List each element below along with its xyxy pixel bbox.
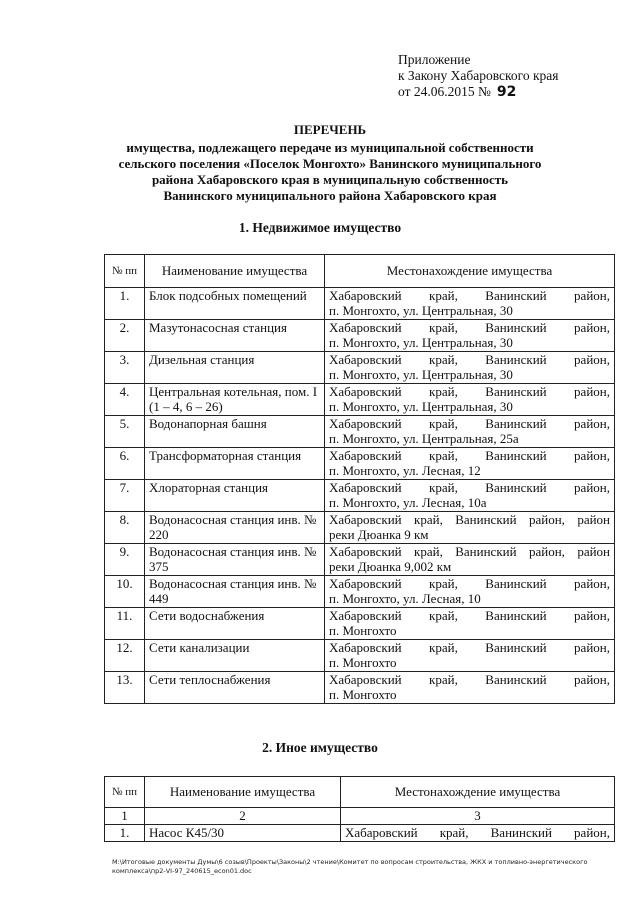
index-3: 3 <box>341 808 615 825</box>
location-line-1: Хабаровский край, Ванинский район, район <box>329 544 610 559</box>
header-name: Наименование имущества <box>145 255 325 288</box>
index-1: 1 <box>105 808 145 825</box>
title-heading: ПЕРЕЧЕНЬ <box>293 122 367 137</box>
row-name: Водонапорная башня <box>145 416 325 448</box>
table-row <box>105 825 615 842</box>
table-row <box>105 576 615 608</box>
title-line-1: имущества, подлежащего передаче из муниципальной собственности <box>126 140 534 155</box>
appendix-line-1: Приложение <box>398 52 471 67</box>
header-location: Местонахождение имущества <box>341 777 615 808</box>
row-name: Дизельная станция <box>145 352 325 384</box>
table-row <box>105 512 615 544</box>
row-name: Блок подсобных помещений <box>145 288 325 320</box>
location-line-1: Хабаровский край, Ванинский район, <box>329 384 610 399</box>
location-line-1: Хабаровский край, Ванинский район, <box>329 672 610 687</box>
location-line-2: реки Дюанка 9 км <box>329 527 429 542</box>
row-name: Водонасосная станция инв. № 449 <box>145 576 325 608</box>
row-name: Мазутонасосная станция <box>145 320 325 352</box>
header-number: № пп <box>105 255 145 288</box>
table-header-row <box>105 777 615 808</box>
real-estate-table <box>104 254 615 704</box>
table-row <box>105 352 615 384</box>
row-number: 11. <box>105 608 145 640</box>
row-name: Сети канализации <box>145 640 325 672</box>
row-location <box>325 512 615 544</box>
location-line-1: Хабаровский край, Ванинский район, <box>329 448 610 463</box>
location-line-2: п. Монгохто, ул. Центральная, 25а <box>329 431 519 446</box>
table-row <box>105 480 615 512</box>
header-location: Местонахождение имущества <box>325 255 615 288</box>
location-line-1: Хабаровский край, Ванинский район, <box>329 288 610 303</box>
location-line-2: п. Монгохто, ул. Центральная, 30 <box>329 399 513 414</box>
appendix-block <box>398 52 559 100</box>
row-number: 1. <box>105 825 145 842</box>
row-location <box>325 384 615 416</box>
row-name: Хлораторная станция <box>145 480 325 512</box>
row-number: 4. <box>105 384 145 416</box>
row-number: 12. <box>105 640 145 672</box>
other-property-table <box>104 776 615 842</box>
location-line-2: п. Монгохто <box>329 687 397 702</box>
row-location <box>325 480 615 512</box>
row-number: 8. <box>105 512 145 544</box>
table-row <box>105 672 615 704</box>
row-number: 2. <box>105 320 145 352</box>
table-header-row <box>105 255 615 288</box>
row-number: 1. <box>105 288 145 320</box>
table-row <box>105 384 615 416</box>
location-line-2: п. Монгохто, ул. Лесная, 10а <box>329 495 487 510</box>
row-number: 9. <box>105 544 145 576</box>
table-index-row <box>105 808 615 825</box>
table-row <box>105 640 615 672</box>
location-line-2: реки Дюанка 9,002 км <box>329 559 452 574</box>
file-path-footer: M:\Итоговые документы Думы\6 созыв\Проекты\Законы\2 чтение\Комитет по вопросам строительства, ЖКХ и топливно-энергетического комплекса\пр2-VI-97_240615_econ01.doc <box>112 858 588 875</box>
row-location <box>325 352 615 384</box>
location-line-1: Хабаровский край, Ванинский район, <box>329 640 610 655</box>
row-location <box>325 320 615 352</box>
document-title <box>60 122 600 204</box>
title-line-3: района Хабаровского края в муниципальную собственность <box>151 172 509 187</box>
row-location <box>325 288 615 320</box>
appendix-line-3 <box>398 84 559 100</box>
row-name: Насос К45/30 <box>145 825 341 842</box>
row-location <box>325 544 615 576</box>
row-number: 7. <box>105 480 145 512</box>
location-line-1: Хабаровский край, Ванинский район, район <box>329 512 610 527</box>
row-location <box>325 640 615 672</box>
row-name: Трансформаторная станция <box>145 448 325 480</box>
row-location <box>325 608 615 640</box>
row-name: Центральная котельная, пом. I (1 – 4, 6 – 26) <box>145 384 325 416</box>
location-line-2: п. Монгохто, ул. Лесная, 12 <box>329 463 481 478</box>
row-location <box>325 576 615 608</box>
row-number: 6. <box>105 448 145 480</box>
table-row <box>105 416 615 448</box>
title-line-2: сельского поселения «Поселок Монгохто» Ванинского муниципального <box>118 156 542 171</box>
table-row <box>105 448 615 480</box>
title-line-4: Ванинского муниципального района Хабаровского края <box>163 188 497 203</box>
row-number: 3. <box>105 352 145 384</box>
table-row <box>105 544 615 576</box>
location-line-1: Хабаровский край, Ванинский район, <box>329 352 610 367</box>
location-line-1: Хабаровский край, Ванинский район, <box>329 320 610 335</box>
location-line-2: п. Монгохто, ул. Лесная, 10 <box>329 591 481 606</box>
location-line-2: п. Монгохто, ул. Центральная, 30 <box>329 367 513 382</box>
row-number: 10. <box>105 576 145 608</box>
table-row <box>105 608 615 640</box>
header-name: Наименование имущества <box>145 777 341 808</box>
location-line-2: п. Монгохто, ул. Центральная, 30 <box>329 303 513 318</box>
table-row <box>105 320 615 352</box>
row-location: Хабаровский край, Ванинский район, <box>341 825 615 842</box>
row-name: Сети водоснабжения <box>145 608 325 640</box>
law-number: 92 <box>496 84 517 100</box>
section-2-title: 2. Иное имущество <box>262 740 378 755</box>
row-name: Водонасосная станция инв. № 375 <box>145 544 325 576</box>
row-number: 13. <box>105 672 145 704</box>
table-row <box>105 288 615 320</box>
location-line-1: Хабаровский край, Ванинский район, <box>329 480 610 495</box>
index-2: 2 <box>145 808 341 825</box>
section-1-title: 1. Недвижимое имущество <box>238 220 402 235</box>
row-number: 5. <box>105 416 145 448</box>
location-line-1: Хабаровский край, Ванинский район, <box>329 576 610 591</box>
location-line-2: п. Монгохто <box>329 655 397 670</box>
appendix-date: от 24.06.2015 № <box>398 84 491 99</box>
location-line-2: п. Монгохто <box>329 623 397 638</box>
header-number: № пп <box>105 777 145 808</box>
row-location <box>325 448 615 480</box>
row-location <box>325 672 615 704</box>
appendix-line-2: к Закону Хабаровского края <box>398 68 559 83</box>
row-name: Водонасосная станция инв. № 220 <box>145 512 325 544</box>
location-line-1: Хабаровский край, Ванинский район, <box>329 416 610 431</box>
row-location <box>325 416 615 448</box>
location-line-2: п. Монгохто, ул. Центральная, 30 <box>329 335 513 350</box>
row-name: Сети теплоснабжения <box>145 672 325 704</box>
location-line-1: Хабаровский край, Ванинский район, <box>329 608 610 623</box>
